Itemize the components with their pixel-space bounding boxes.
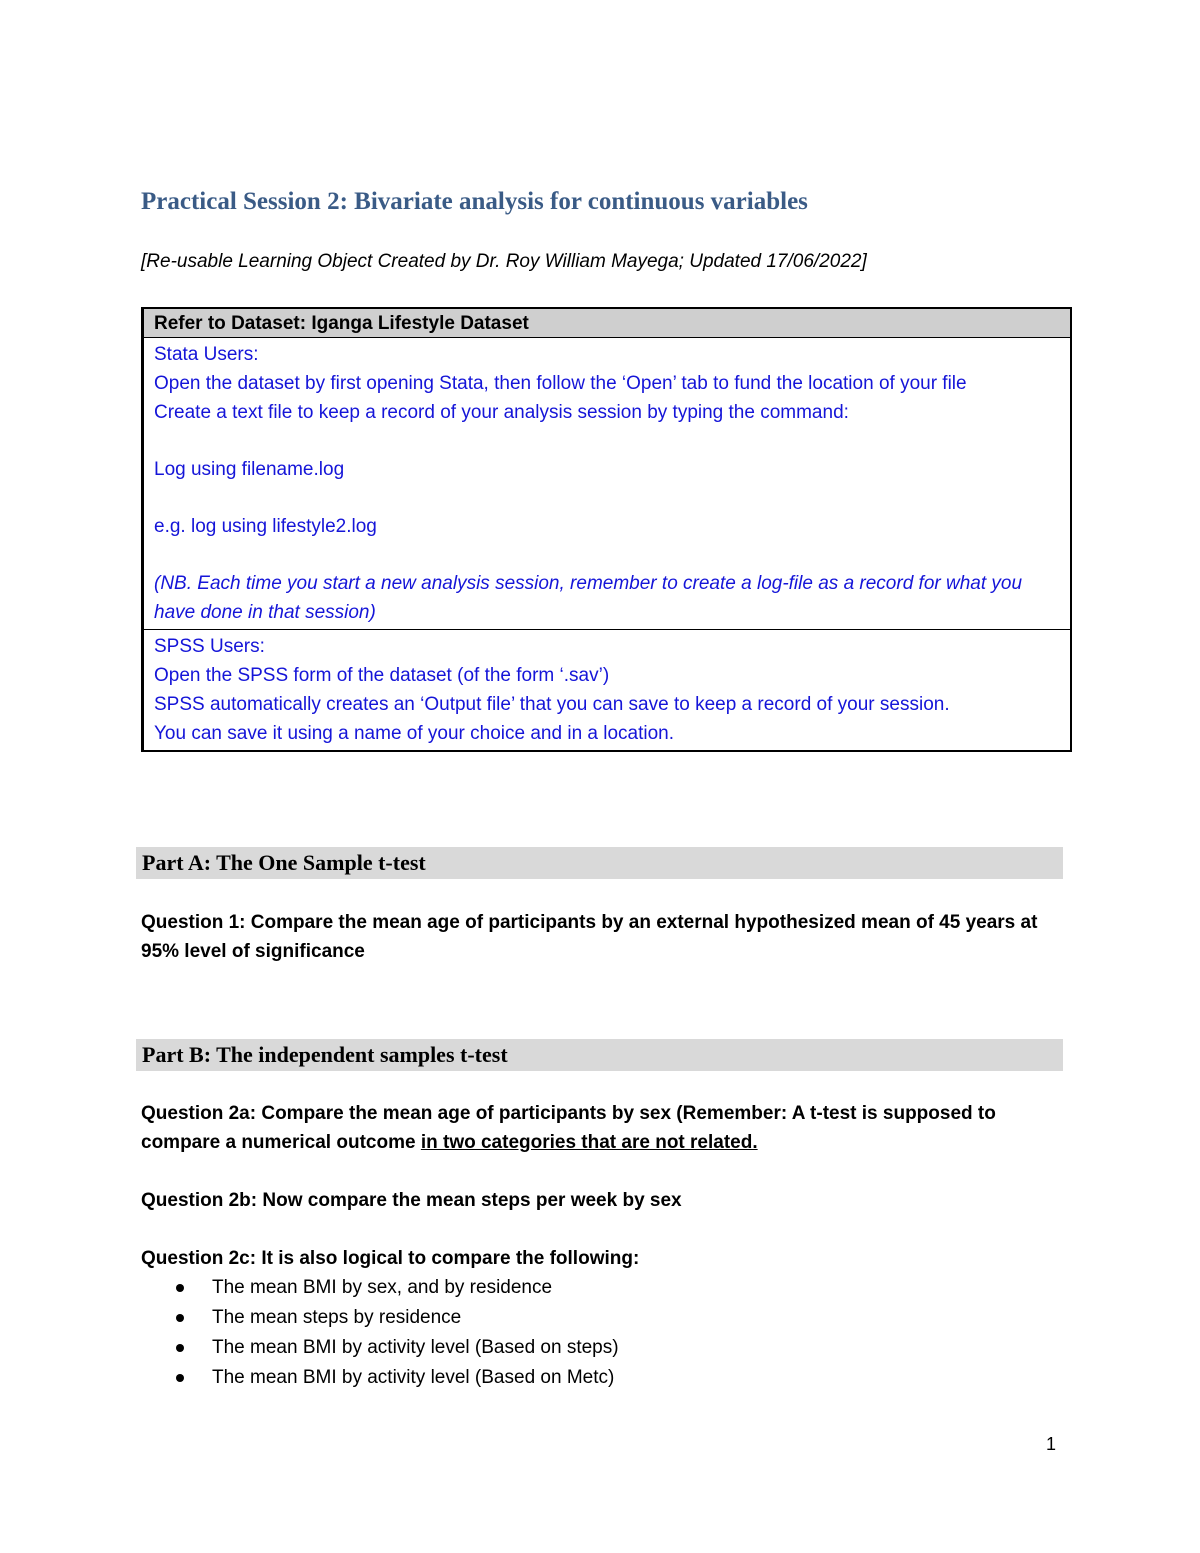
bullet-icon [176, 1344, 184, 1352]
spss-heading: SPSS Users: [154, 636, 265, 657]
stata-log-instruction: Create a text file to keep a record of your analysis session by typing the command: [154, 402, 849, 423]
bullet-icon [176, 1374, 184, 1382]
list-item: The mean BMI by activity level (Based on steps) [141, 1333, 619, 1363]
part-a-heading: Part A: The One Sample t-test [136, 847, 1063, 879]
stata-log-example: e.g. log using lifestyle2.log [154, 516, 377, 537]
comparison-list [141, 1273, 619, 1393]
bullet-icon [176, 1284, 184, 1292]
dataset-reference-header: Refer to Dataset: Iganga Lifestyle Dataset [144, 309, 1070, 338]
list-item: The mean BMI by sex, and by residence [141, 1273, 619, 1303]
question-2a-text: Question 2a: Compare the mean age of participants by sex (Remember: A t-test is supposed to compare a numerical outcome [141, 1103, 996, 1153]
spss-output-instruction: SPSS automatically creates an ‘Output file’ that you can save to keep a record of your session. [154, 694, 950, 715]
question-2a-underlined: in two categories that are not related. [420, 1132, 758, 1153]
spss-open-instruction: Open the SPSS form of the dataset (of the form ‘.sav’) [154, 665, 610, 686]
stata-open-instruction: Open the dataset by first opening Stata, then follow the ‘Open’ tab to fund the location of your file [154, 373, 967, 394]
question-2c: Question 2c: It is also logical to compare the following: [141, 1248, 640, 1269]
page-number: 1 [1046, 1434, 1057, 1454]
spss-instructions [144, 630, 1070, 750]
stata-note: (NB. Each time you start a new analysis session, remember to create a log-file as a record for what you have done in that session) [154, 573, 1023, 623]
list-item: The mean BMI by activity level (Based on Metc) [141, 1363, 619, 1393]
list-item: The mean steps by residence [141, 1303, 619, 1333]
question-1: Question 1: Compare the mean age of participants by an external hypothesized mean of 45 years at 95% level of significance [141, 912, 1038, 962]
document-title: Practical Session 2: Bivariate analysis for continuous variables [141, 188, 808, 215]
question-2b: Question 2b: Now compare the mean steps per week by sex [141, 1190, 682, 1211]
stata-instructions [144, 338, 1070, 630]
stata-log-command: Log using filename.log [154, 459, 345, 480]
spss-save-instruction: You can save it using a name of your choice and in a location. [154, 723, 675, 744]
dataset-reference-box [141, 307, 1072, 752]
stata-heading: Stata Users: [154, 344, 259, 365]
question-2a [141, 1099, 1061, 1157]
part-b-heading: Part B: The independent samples t-test [136, 1039, 1063, 1071]
document-subtitle: [Re-usable Learning Object Created by Dr. Roy William Mayega; Updated 17/06/2022] [141, 251, 867, 272]
bullet-icon [176, 1314, 184, 1322]
